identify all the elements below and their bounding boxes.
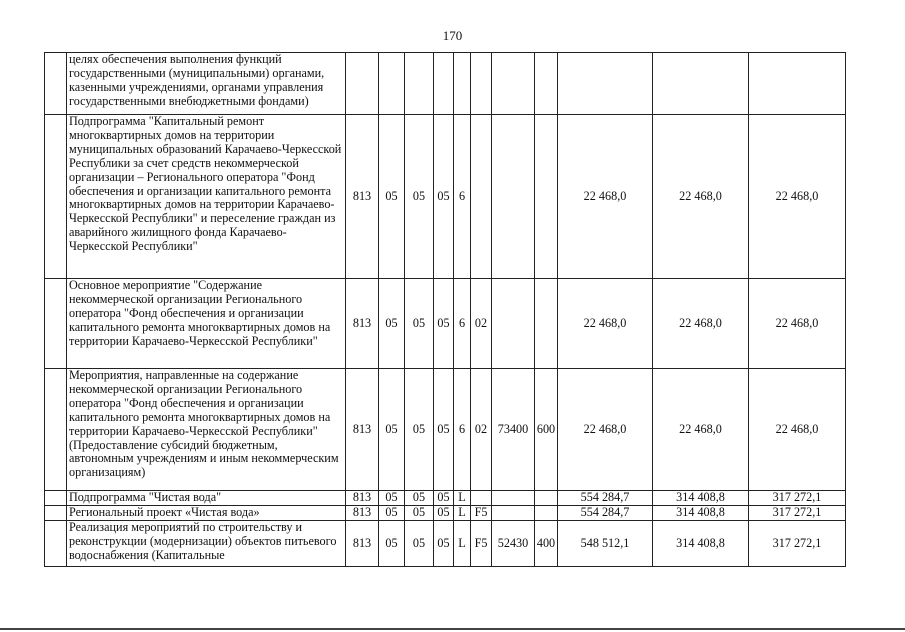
row-cell-c3: 05 [405,506,434,521]
row-cell-c3: 05 [405,279,434,369]
table-row [45,521,846,567]
row-cell-c7 [492,491,535,506]
table-row [45,369,846,491]
row-cell-c2: 05 [379,521,405,567]
row-cell-v1: 22 468,0 [558,115,653,279]
row-cell-c7 [492,279,535,369]
row-cell-v3: 22 468,0 [749,369,846,491]
row-cell-c1: 813 [346,521,379,567]
row-cell-c6 [471,491,492,506]
budget-table [44,52,846,567]
row-cell-c6: F5 [471,521,492,567]
row-cell-c7: 52430 [492,521,535,567]
row-number-cell [45,521,67,567]
row-cell-c6 [471,53,492,115]
row-cell-v1: 22 468,0 [558,369,653,491]
row-cell-v2: 314 408,8 [653,491,749,506]
table-row [45,53,846,115]
row-number-cell [45,115,67,279]
row-cell-c4: 05 [434,115,454,279]
row-cell-c2: 05 [379,491,405,506]
table-row [45,279,846,369]
row-cell-v1 [558,53,653,115]
row-cell-c6: F5 [471,506,492,521]
row-cell-c5: L [454,506,471,521]
row-cell-c8 [535,53,558,115]
row-cell-c5: 6 [454,279,471,369]
row-cell-c6 [471,115,492,279]
row-name-cell: Подпрограмма "Чистая вода" [67,491,346,506]
row-cell-c2: 05 [379,369,405,491]
row-cell-c1 [346,53,379,115]
table-row [45,115,846,279]
row-name-cell: Региональный проект «Чистая вода» [67,506,346,521]
row-cell-v3: 317 272,1 [749,491,846,506]
bottom-rule [0,628,905,630]
row-cell-c3: 05 [405,521,434,567]
row-cell-v1: 22 468,0 [558,279,653,369]
row-number-cell [45,53,67,115]
row-number-cell [45,491,67,506]
row-cell-v3 [749,53,846,115]
row-cell-c3: 05 [405,491,434,506]
row-name-cell: Основное мероприятие "Содержание некоммерческой организации Регионального оператора "Фонд обеспечения и организации капитального ремонта многоквартирных домов на территории Карачаево-Черкесской Республики" [67,279,346,369]
row-cell-v2: 22 468,0 [653,115,749,279]
row-cell-c1: 813 [346,279,379,369]
row-cell-v2: 314 408,8 [653,521,749,567]
row-cell-c4 [434,53,454,115]
row-cell-c1: 813 [346,491,379,506]
row-cell-c5 [454,53,471,115]
row-cell-c1: 813 [346,369,379,491]
row-cell-v3: 22 468,0 [749,115,846,279]
row-cell-c2: 05 [379,279,405,369]
row-cell-c2: 05 [379,506,405,521]
row-cell-c6: 02 [471,279,492,369]
row-cell-c5: 6 [454,115,471,279]
row-cell-c1: 813 [346,115,379,279]
row-cell-c3: 05 [405,369,434,491]
row-cell-c2: 05 [379,115,405,279]
row-cell-v2: 314 408,8 [653,506,749,521]
row-name-cell: Реализация мероприятий по строительству и реконструкции (модернизации) объектов питьевого водоснабжения (Капитальные [67,521,346,567]
row-cell-c8 [535,279,558,369]
row-cell-c5: L [454,521,471,567]
row-cell-c4: 05 [434,521,454,567]
row-name-cell: Подпрограмма "Капитальный ремонт многоквартирных домов на территории муниципальных образований Карачаево-Черкесской Республики за счет средств некоммерческой организации – Регионального оператора "Фонд обеспечения и организации капитального ремонта многоквартирных домов на территории Карачаево-Черкесской Республики" и переселение граждан из аварийного жилищного фонда Карачаево-Черкесской Республики" [67,115,346,279]
row-cell-c8 [535,506,558,521]
row-cell-c5: L [454,491,471,506]
row-cell-c8 [535,491,558,506]
row-cell-v1: 548 512,1 [558,521,653,567]
row-cell-c2 [379,53,405,115]
row-cell-v3: 317 272,1 [749,506,846,521]
row-cell-c8: 400 [535,521,558,567]
row-cell-c8 [535,115,558,279]
row-cell-c1: 813 [346,506,379,521]
row-cell-v1: 554 284,7 [558,491,653,506]
row-cell-c6: 02 [471,369,492,491]
row-number-cell [45,506,67,521]
table-row [45,506,846,521]
row-cell-c7: 73400 [492,369,535,491]
row-cell-c4: 05 [434,369,454,491]
row-cell-v2: 22 468,0 [653,279,749,369]
row-cell-c8: 600 [535,369,558,491]
row-cell-v2 [653,53,749,115]
row-cell-v3: 317 272,1 [749,521,846,567]
page-number: 170 [442,28,463,43]
row-cell-c3 [405,53,434,115]
row-cell-c5: 6 [454,369,471,491]
row-number-cell [45,369,67,491]
row-cell-c7 [492,53,535,115]
row-number-cell [45,279,67,369]
row-cell-c7 [492,115,535,279]
row-cell-v1: 554 284,7 [558,506,653,521]
row-name-cell: Мероприятия, направленные на содержание некоммерческой организации Регионального оператора "Фонд обеспечения и организации капитального ремонта многоквартирных домов на территории Карачаево-Черкесской Республики" (Предоставление субсидий бюджетным, автономным учреждениям и иным некоммерческим организациям) [67,369,346,491]
row-cell-c4: 05 [434,279,454,369]
row-cell-v2: 22 468,0 [653,369,749,491]
table-row [45,491,846,506]
row-cell-c3: 05 [405,115,434,279]
row-cell-v3: 22 468,0 [749,279,846,369]
row-cell-c7 [492,506,535,521]
row-cell-c4: 05 [434,491,454,506]
row-cell-c4: 05 [434,506,454,521]
row-name-cell: целях обеспечения выполнения функций государственными (муниципальными) органами, казенными учреждениями, органами управления государственными внебюджетными фондами) [67,53,346,115]
